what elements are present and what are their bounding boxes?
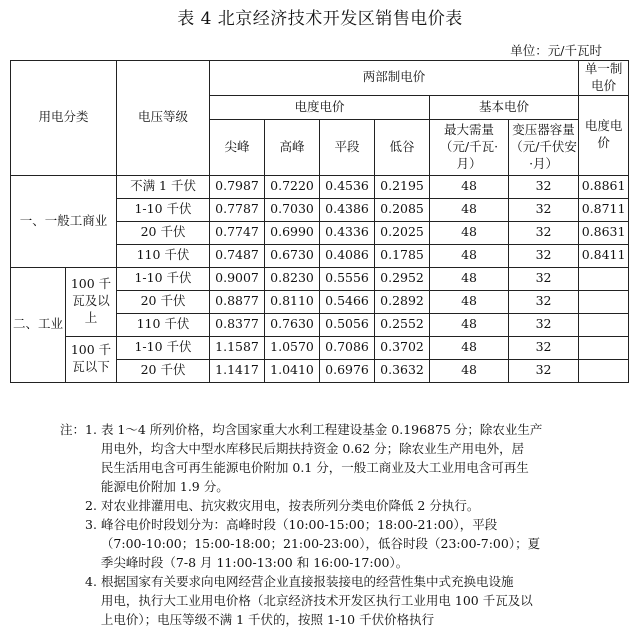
note-text: 能源电价附加 1.9 分。 bbox=[100, 479, 229, 494]
notes-section bbox=[60, 420, 620, 629]
header-voltage: 电压等级 bbox=[117, 61, 210, 176]
cell-voltage: 20 千伏 bbox=[117, 290, 210, 313]
header-low: 低谷 bbox=[375, 119, 430, 175]
note-line bbox=[60, 591, 620, 610]
header-single-energy: 电度电价 bbox=[579, 95, 629, 175]
header-two-part: 两部制电价 bbox=[210, 61, 579, 96]
header-single-part: 单一制电价 bbox=[579, 61, 629, 96]
cell-peak: 1.1417 bbox=[210, 359, 265, 382]
cell-flat: 0.4536 bbox=[320, 175, 375, 198]
cell-transformer: 32 bbox=[509, 359, 579, 382]
cell-low: 0.2552 bbox=[375, 313, 430, 336]
cell-transformer: 32 bbox=[509, 175, 579, 198]
cell-low: 0.2085 bbox=[375, 198, 430, 221]
note-text: 用电，执行大工业用电价格（北京经济技术开发区执行工业用电 100 千瓦及以 bbox=[100, 593, 533, 608]
cell-single bbox=[579, 267, 629, 290]
note-line bbox=[60, 553, 620, 572]
unit-label: 单位：元/千瓦时 bbox=[510, 43, 602, 58]
cell-low: 0.1785 bbox=[375, 244, 430, 267]
cell-peak: 0.9007 bbox=[210, 267, 265, 290]
header-transformer: 变压器容量（元/千伏安·月） bbox=[509, 119, 579, 175]
cell-single bbox=[579, 336, 629, 359]
cell-low: 0.2025 bbox=[375, 221, 430, 244]
cell-high: 1.0410 bbox=[265, 359, 320, 382]
notes-prefix: 注： bbox=[60, 422, 86, 437]
note-line bbox=[60, 515, 620, 534]
table-row bbox=[11, 267, 629, 290]
cell-single bbox=[579, 359, 629, 382]
cell-transformer: 32 bbox=[509, 313, 579, 336]
note-line bbox=[60, 496, 620, 515]
header-basic-price: 基本电价 bbox=[430, 95, 579, 119]
table-row bbox=[11, 336, 629, 359]
cell-transformer: 32 bbox=[509, 244, 579, 267]
header-category: 用电分类 bbox=[11, 61, 117, 176]
cell-high: 0.6730 bbox=[265, 244, 320, 267]
cell-high: 0.7220 bbox=[265, 175, 320, 198]
cell-peak: 0.7747 bbox=[210, 221, 265, 244]
table-row bbox=[11, 175, 629, 198]
cell-flat: 0.5056 bbox=[320, 313, 375, 336]
note-line bbox=[60, 610, 620, 629]
group-industry: 二、工业 bbox=[11, 267, 66, 382]
note-text: 根据国家有关要求向电网经营企业直接报装接电的经营性集中式充换电设施 bbox=[100, 574, 514, 589]
document-title: 表 4 北京经济技术开发区销售电价表 bbox=[177, 9, 463, 29]
cell-single: 0.8711 bbox=[579, 198, 629, 221]
cell-demand: 48 bbox=[430, 359, 509, 382]
cell-transformer: 32 bbox=[509, 267, 579, 290]
note-line bbox=[60, 477, 620, 496]
cell-demand: 48 bbox=[430, 244, 509, 267]
cell-flat: 0.6976 bbox=[320, 359, 375, 382]
cell-peak: 0.7787 bbox=[210, 198, 265, 221]
cell-voltage: 1-10 千伏 bbox=[117, 267, 210, 290]
cell-single: 0.8631 bbox=[579, 221, 629, 244]
cell-voltage: 110 千伏 bbox=[117, 244, 210, 267]
note-text: 峰谷电价时段划分为：高峰时段（10:00-15:00；18:00-21:00），平段 bbox=[100, 517, 498, 532]
cell-voltage: 20 千伏 bbox=[117, 221, 210, 244]
note-text: 用电外，均含大中型水库移民后期扶持资金 0.62 分；除农业生产用电外，居 bbox=[100, 441, 525, 456]
cell-demand: 48 bbox=[430, 313, 509, 336]
note-line bbox=[60, 534, 620, 553]
cell-demand: 48 bbox=[430, 175, 509, 198]
group-industry-above: 100 千瓦及以上 bbox=[66, 267, 117, 336]
cell-transformer: 32 bbox=[509, 290, 579, 313]
cell-high: 0.6990 bbox=[265, 221, 320, 244]
cell-flat: 0.5466 bbox=[320, 290, 375, 313]
cell-low: 0.3632 bbox=[375, 359, 430, 382]
cell-demand: 48 bbox=[430, 267, 509, 290]
note-number: 4. bbox=[85, 574, 97, 589]
cell-voltage: 1-10 千伏 bbox=[117, 336, 210, 359]
cell-peak: 0.8877 bbox=[210, 290, 265, 313]
cell-single bbox=[579, 313, 629, 336]
cell-peak: 0.8377 bbox=[210, 313, 265, 336]
cell-low: 0.3702 bbox=[375, 336, 430, 359]
header-high: 高峰 bbox=[265, 119, 320, 175]
note-text: 民生活用电含可再生能源电价附加 0.1 分，一般工商业及大工业用电含可再生 bbox=[100, 460, 529, 475]
cell-demand: 48 bbox=[430, 336, 509, 359]
cell-peak: 0.7487 bbox=[210, 244, 265, 267]
header-peak: 尖峰 bbox=[210, 119, 265, 175]
note-number: 3. bbox=[85, 517, 97, 532]
note-text: 表 1～4 所列价格，均含国家重大水利工程建设基金 0.196875 分；除农业生产 bbox=[100, 422, 543, 437]
cell-low: 0.2952 bbox=[375, 267, 430, 290]
header-energy-price: 电度电价 bbox=[210, 95, 430, 119]
cell-flat: 0.5556 bbox=[320, 267, 375, 290]
cell-single: 0.8411 bbox=[579, 244, 629, 267]
cell-single bbox=[579, 290, 629, 313]
note-line bbox=[60, 458, 620, 477]
note-text: 季尖峰时段（7-8 月 11:00-13:00 和 16:00-17:00）。 bbox=[100, 555, 409, 570]
note-line bbox=[60, 439, 620, 458]
cell-transformer: 32 bbox=[509, 336, 579, 359]
cell-flat: 0.4336 bbox=[320, 221, 375, 244]
cell-demand: 48 bbox=[430, 290, 509, 313]
note-text: 对农业排灌用电、抗灾救灾用电，按表所列分类电价降低 2 分执行。 bbox=[100, 498, 480, 513]
cell-flat: 0.4386 bbox=[320, 198, 375, 221]
note-number: 1. bbox=[85, 422, 97, 437]
cell-single: 0.8861 bbox=[579, 175, 629, 198]
cell-peak: 0.7987 bbox=[210, 175, 265, 198]
note-number: 2. bbox=[85, 498, 97, 513]
cell-low: 0.2892 bbox=[375, 290, 430, 313]
cell-high: 1.0570 bbox=[265, 336, 320, 359]
cell-high: 0.7030 bbox=[265, 198, 320, 221]
cell-high: 0.7630 bbox=[265, 313, 320, 336]
price-table bbox=[10, 60, 629, 383]
header-flat: 平段 bbox=[320, 119, 375, 175]
cell-flat: 0.4086 bbox=[320, 244, 375, 267]
note-line bbox=[60, 420, 620, 439]
cell-high: 0.8110 bbox=[265, 290, 320, 313]
group-general: 一、一般工商业 bbox=[11, 175, 117, 267]
cell-demand: 48 bbox=[430, 221, 509, 244]
header-max-demand: 最大需量（元/千瓦·月） bbox=[430, 119, 509, 175]
cell-low: 0.2195 bbox=[375, 175, 430, 198]
note-text: 上电价）；电压等级不满 1 千伏的，按照 1-10 千伏价格执行 bbox=[100, 612, 435, 627]
cell-high: 0.8230 bbox=[265, 267, 320, 290]
cell-voltage: 不满 1 千伏 bbox=[117, 175, 210, 198]
cell-voltage: 1-10 千伏 bbox=[117, 198, 210, 221]
cell-demand: 48 bbox=[430, 198, 509, 221]
cell-peak: 1.1587 bbox=[210, 336, 265, 359]
cell-voltage: 110 千伏 bbox=[117, 313, 210, 336]
cell-voltage: 20 千伏 bbox=[117, 359, 210, 382]
note-text: （7:00-10:00；15:00-18:00；21:00-23:00），低谷时段（23:00-7:00）；夏 bbox=[100, 536, 541, 551]
note-line bbox=[60, 572, 620, 591]
group-industry-below: 100 千瓦以下 bbox=[66, 336, 117, 382]
cell-transformer: 32 bbox=[509, 221, 579, 244]
cell-transformer: 32 bbox=[509, 198, 579, 221]
cell-flat: 0.7086 bbox=[320, 336, 375, 359]
